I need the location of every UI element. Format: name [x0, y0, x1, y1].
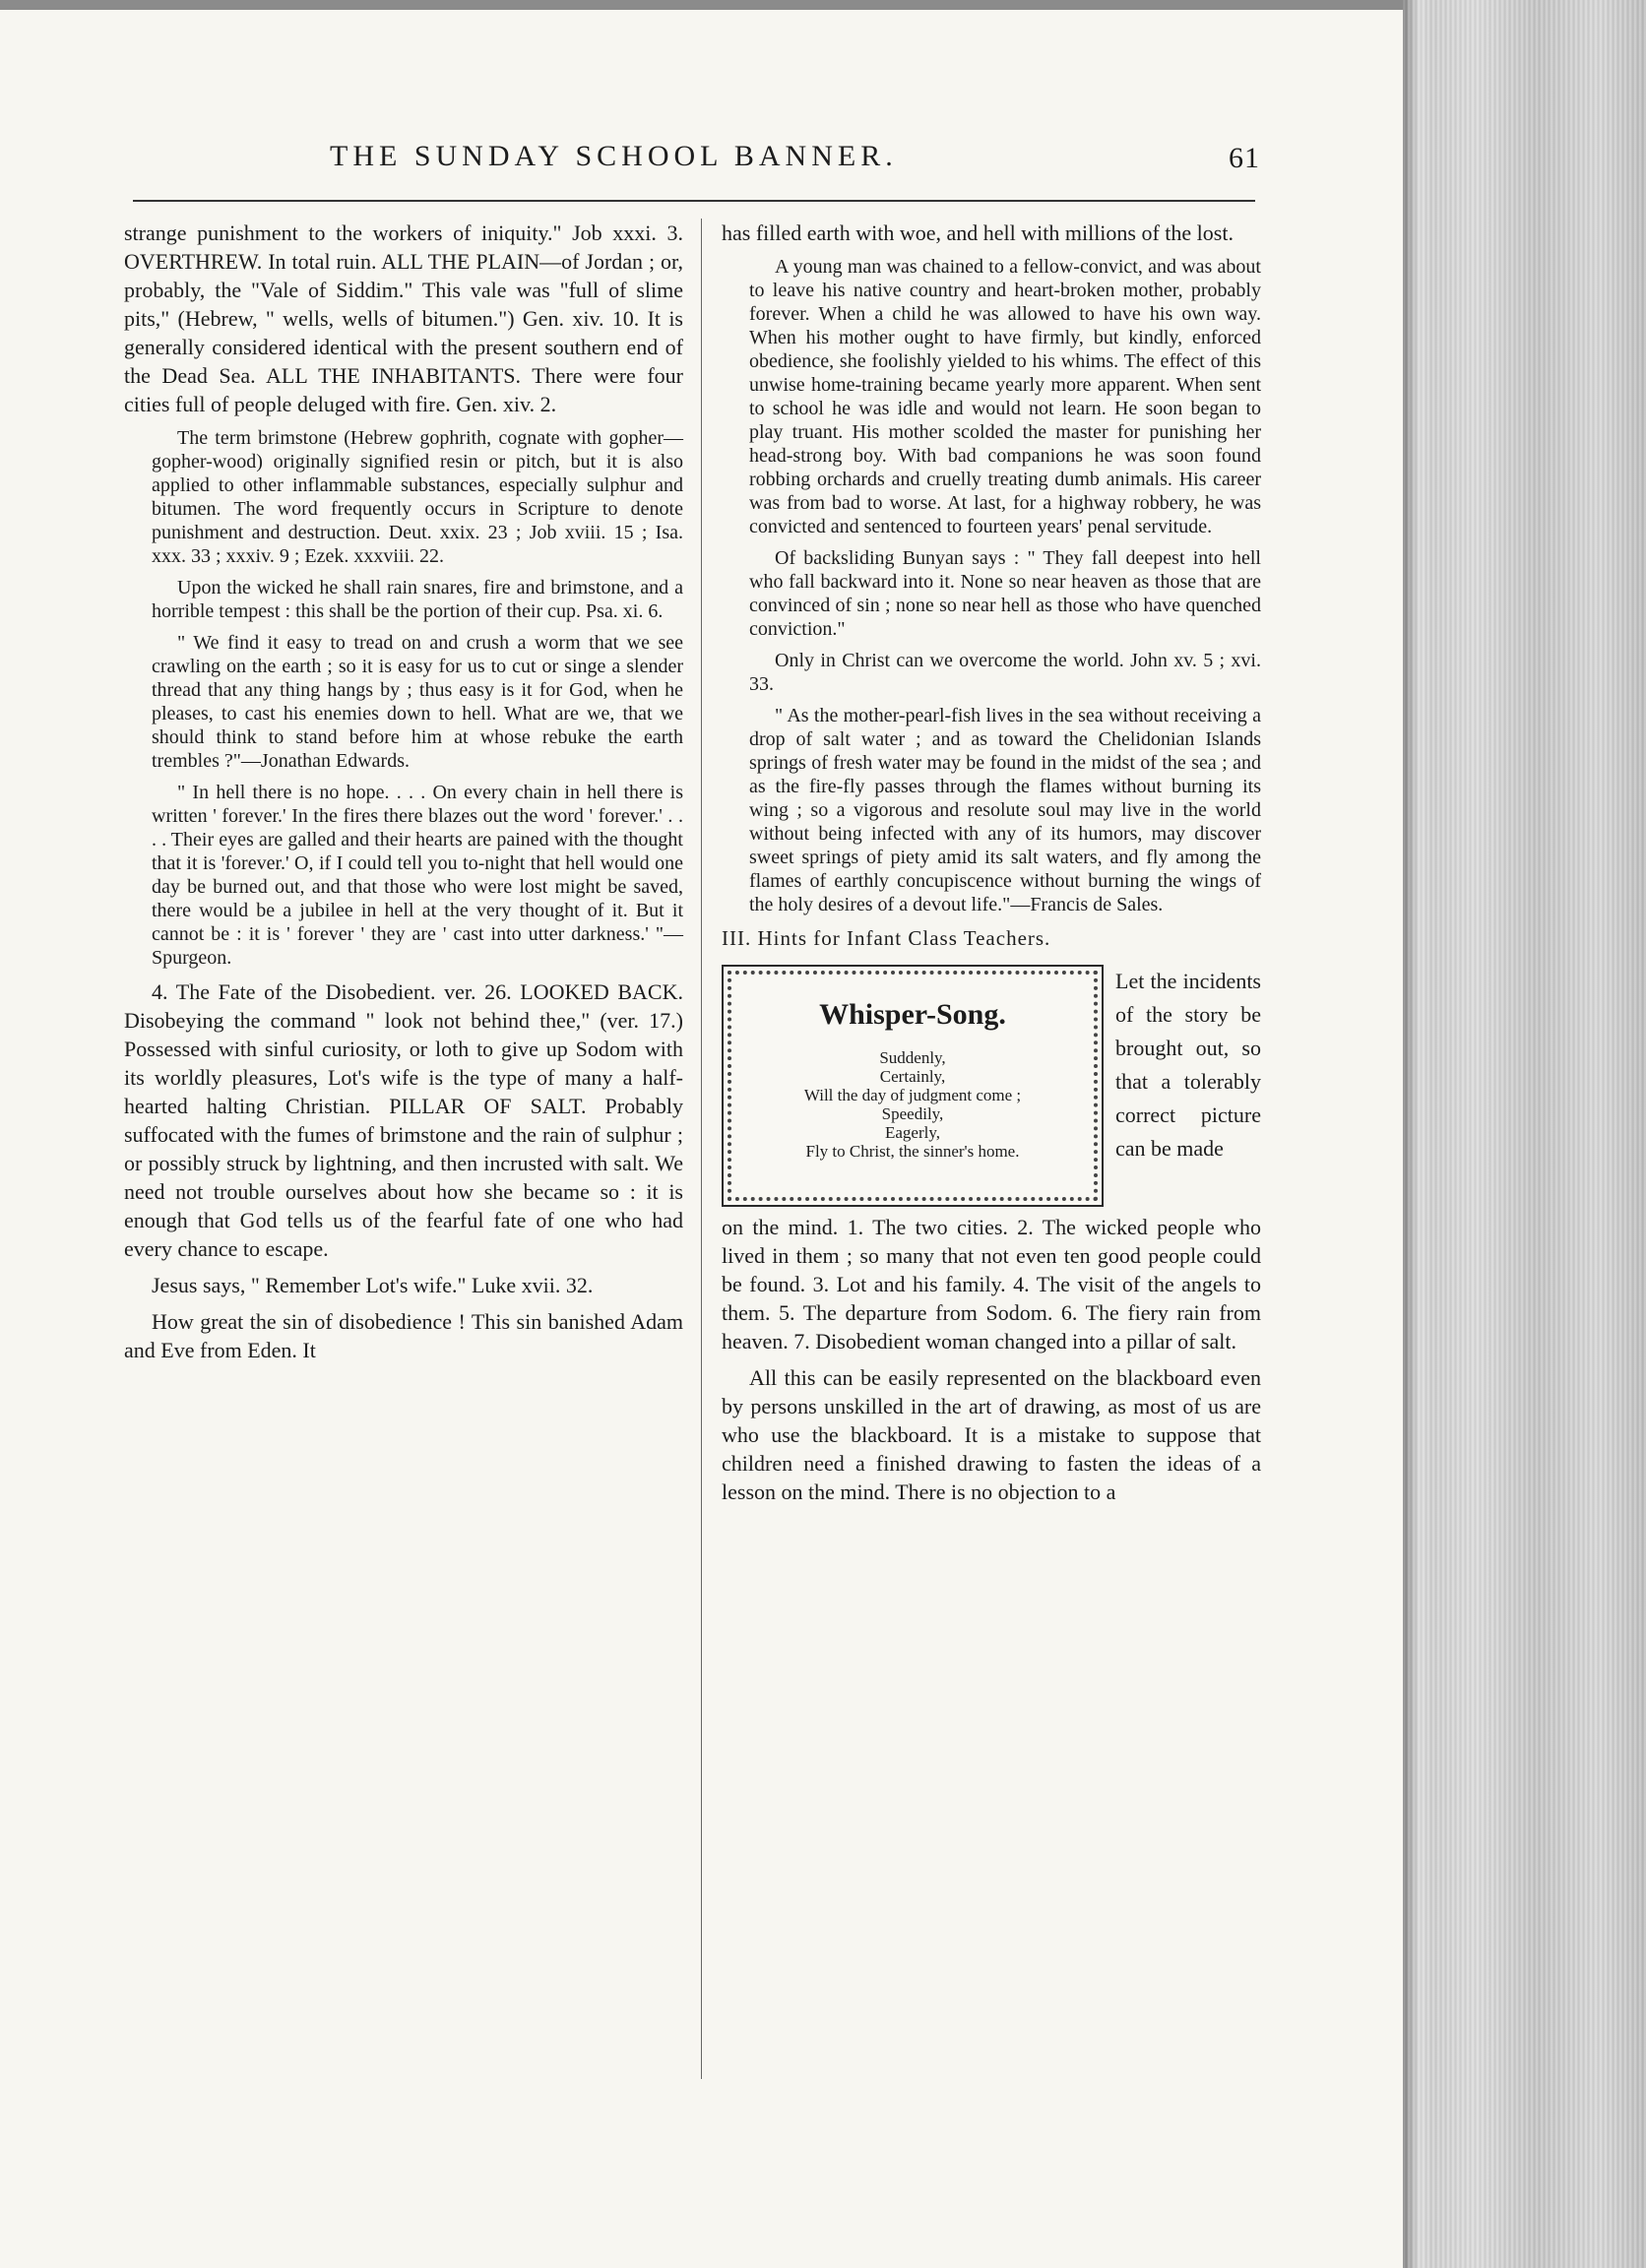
- paragraph-quote: " In hell there is no hope. . . . On every chain in hell there is written ' forever.' In the fires there blazes out the word ' forever.' . . . . Their eyes are galled and their hearts are pained with the thought that it is 'forever.' O, if I could tell you to-night that hell would one day be burned out, and that those who were lost might be saved, there would be a jubilee in hell at the very thought of it. But it cannot be : it is ' forever ' they are ' cast into utter darkness.' "—Spurgeon.: [152, 782, 683, 969]
- whisper-song-box: [722, 965, 1104, 1207]
- paragraph-quote: " We find it easy to tread on and crush a worm that we see crawling on the earth ; so it is easy for us to cut or singe a slender thread that any thing hangs by ; thus easy is it for God, when he pleases, to cast his enemies down to hell. What are we, that we should think to stand before him at whose rebuke the earth trembles ?"—Jonathan Edwards.: [152, 632, 683, 772]
- paragraph-quote: Of backsliding Bunyan says : " They fall deepest into hell who fall backward into it. None so near heaven as those that are convinced of sin ; none so near hell as those who have quenched conviction.": [749, 547, 1261, 640]
- whisper-song-row: [722, 965, 1261, 1207]
- paragraph-scripture: Upon the wicked he shall rain snares, fire and brimstone, and a horrible tempest : this shall be the portion of their cup. Psa. xi. 6.: [152, 577, 683, 622]
- whisper-song-line: Certainly,: [879, 1067, 946, 1086]
- page-number: 61: [1229, 142, 1260, 174]
- whisper-song-line: Suddenly,: [879, 1048, 946, 1067]
- paragraph: on the mind. 1. The two cities. 2. The wicked people who lived in them ; so many that not even ten good people could be found. 3. Lot and his family. 4. The visit of the angels to them. 5. The departure from Sodom. 6. The fiery rain from heaven. 7. Disobedient woman changed into a pillar of salt.: [722, 1215, 1261, 1354]
- paragraph-note: The term brimstone (Hebrew gophrith, cognate with gopher—gopher-wood) originally signified resin or pitch, but it is also applied to other inflammable substances, especially sulphur and bitumen. The word frequently occurs in Scripture to denote punishment and destruction. Deut. xxix. 23 ; Job xviii. 15 ; Isa. xxx. 33 ; xxxiv. 9 ; Ezek. xxxviii. 22.: [152, 427, 683, 567]
- whisper-song-title: Whisper-Song.: [819, 998, 1006, 1031]
- journal-title: THE SUNDAY SCHOOL BANNER.: [330, 140, 898, 172]
- section-heading: III. Hints for Infant Class Teachers.: [722, 926, 1051, 950]
- whisper-song-line: Speedily,: [881, 1104, 944, 1123]
- running-header: [330, 140, 1260, 189]
- whisper-song-line: Will the day of judgment come ;: [803, 1086, 1022, 1104]
- paragraph-scripture: Only in Christ can we overcome the world. John xv. 5 ; xvi. 33.: [749, 650, 1261, 695]
- paragraph: All this can be easily represented on the blackboard even by persons unskilled in the art of drawing, as most of us are who use the blackboard. It is a mistake to suppose that children need a finished drawing to fasten the ideas of a lesson on the mind. There is no objection to a: [722, 1365, 1261, 1504]
- header-rule: [133, 200, 1255, 202]
- left-column: [124, 219, 683, 1372]
- right-column: [722, 219, 1261, 1514]
- paragraph: Jesus says, " Remember Lot's wife." Luke xvii. 32.: [152, 1273, 594, 1297]
- whisper-song-line: Fly to Christ, the sinner's home.: [805, 1142, 1020, 1161]
- page-top-edge: [0, 0, 1418, 10]
- column-divider: [701, 219, 702, 2079]
- paragraph-section: 4. The Fate of the Disobedient. ver. 26. LOOKED BACK. Disobeying the command " look not behind thee," (ver. 17.) Possessed with sinful curiosity, or loth to give up Sodom with its worldly pleasures, Lot's wife is the type of many a half-hearted halting Christian. PILLAR OF SALT. Probably suffocated with the fumes of brimstone and the rain of sulphur ; or possibly struck by lightning, and then incrusted with salt. We need not trouble ourselves about how she became so : it is enough that God tells us of the fearful fate of one who had every chance to escape.: [124, 979, 683, 1261]
- paragraph: strange punishment to the workers of iniquity." Job xxxi. 3. OVERTHREW. In total ruin. ALL THE PLAIN—of Jordan ; or, probably, the "Vale of Siddim." This vale was "full of slime pits," (Hebrew, " wells, wells of bitumen.") Gen. xiv. 10. It is generally considered identical with the present southern end of the Dead Sea. ALL THE INHABITANTS. There were four cities full of people deluged with fire. Gen. xiv. 2.: [124, 220, 683, 416]
- book-page-edges: [1403, 0, 1646, 2268]
- box-side-text: Let the incidents of the story be brought out, so that a tolerably correct picture can be made: [1115, 969, 1261, 1161]
- paragraph: How great the sin of disobedience ! This sin banished Adam and Eve from Eden. It: [124, 1309, 683, 1362]
- paragraph: has filled earth with woe, and hell with millions of the lost.: [722, 220, 1234, 245]
- paragraph-anecdote: A young man was chained to a fellow-convict, and was about to leave his native country and heart-broken mother, probably forever. When a child he was allowed to have his own way. When his mother ought to have firmly, but kindly, enforced obedience, she foolishly yielded to his whims. The effect of this unwise home-training became yearly more apparent. When sent to school he was idle and would not learn. He soon began to play truant. His mother scolded the master for punishing her head-strong boy. With bad companions he was soon found robbing orchards and cruelly treating dumb animals. His career was from bad to worse. At last, for a highway robbery, he was convicted and sentenced to fourteen years' penal servitude.: [749, 256, 1261, 537]
- whisper-song-line: Eagerly,: [884, 1123, 940, 1142]
- paragraph-quote: " As the mother-pearl-fish lives in the sea without receiving a drop of salt water ; and as toward the Chelidonian Islands springs of fresh water may be found in the midst of the sea ; and as the fire-fly passes through the flames without burning its wing ; so a vigorous and resolute soul may live in the world without being infected with any of its humors, may discover sweet springs of piety amid its salt waters, and fly among the flames of earthly concupiscence without burning the wings of the holy desires of a devout life."—Francis de Sales.: [749, 705, 1261, 915]
